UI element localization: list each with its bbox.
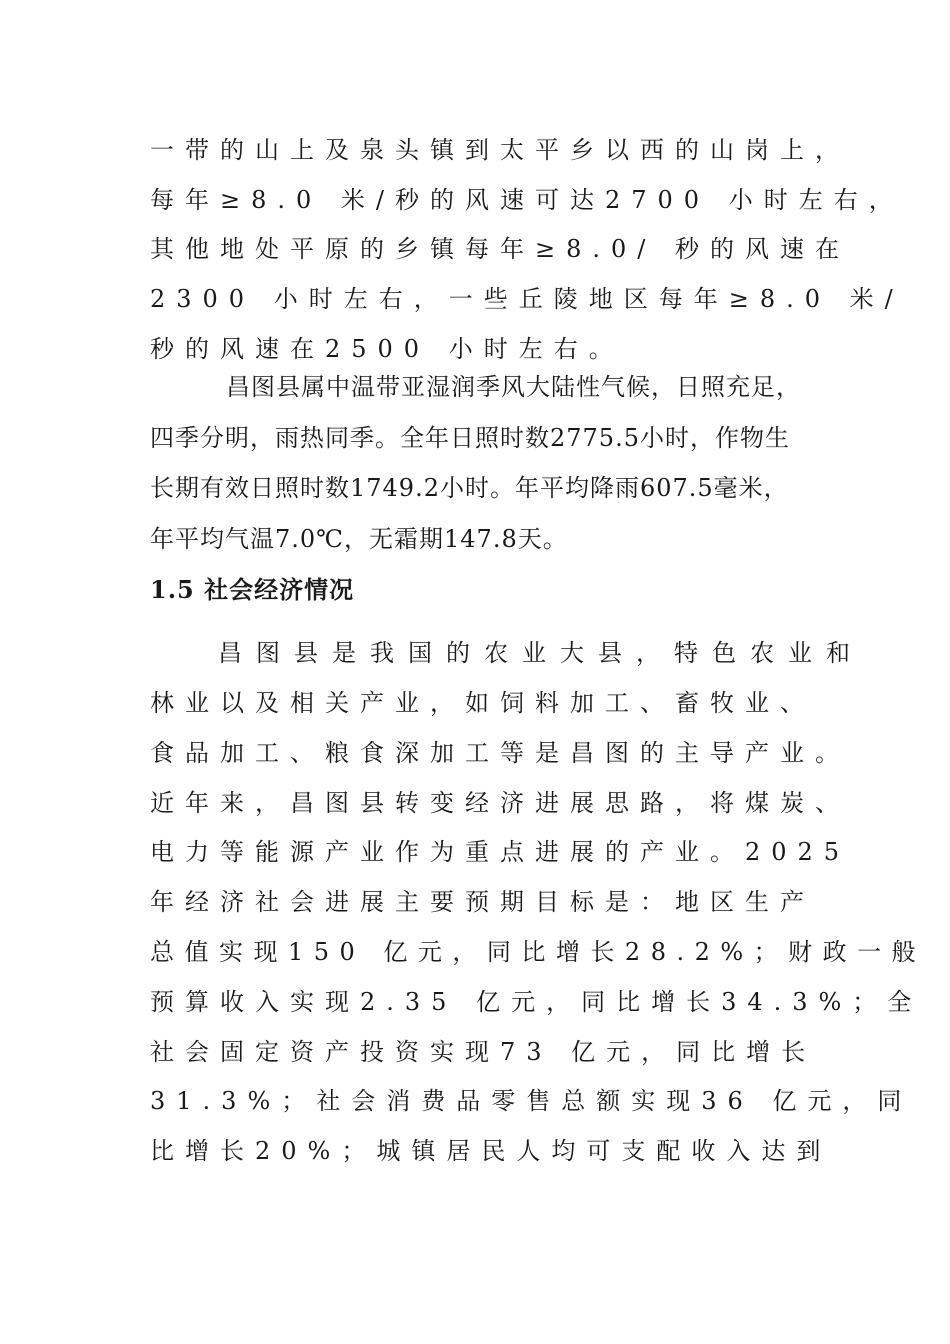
economy-text-line-3: 食品加工、粮食深加工等是昌图的主导产业。: [150, 739, 850, 767]
economy-text-line-10: 31.3%；社会消费品零售总额实现36 亿元，同: [150, 1087, 913, 1115]
wind-text-line-5: 秒的风速在2500 小时左右。: [150, 335, 624, 363]
economy-text-line-9: 社会固定资产投资实现73 亿元，同比增长: [150, 1038, 817, 1066]
economy-text-line-1: 昌图县是我国的农业大县，特色农业和: [218, 639, 864, 667]
economy-text-line-6: 年经济社会进展主要预期目标是：地区生产: [150, 888, 815, 916]
climate-text-line-2: 四季分明，雨热同季。全年日照时数2775.5小时，作物生: [150, 424, 790, 452]
economy-text-line-8: 预算收入实现2.35 亿元，同比增长34.3%；全: [150, 988, 923, 1016]
section-heading: 1.5 社会经济情况: [150, 575, 355, 604]
economy-text-line-5: 电力等能源产业作为重点进展的产业。2025: [150, 838, 851, 866]
wind-text-line-3: 其他地处平原的乡镇每年≥8.0/ 秒的风速在: [150, 235, 850, 263]
economy-text-line-4: 近年来，昌图县转变经济进展思路，将煤炭、: [150, 789, 850, 817]
wind-text-line-2: 每年≥8.0 米/秒的风速可达2700 小时左右，: [150, 186, 904, 214]
climate-text-line-4: 年平均气温7.0℃，无霜期147.8天。: [150, 525, 568, 553]
wind-text-line-4: 2300 小时左右，一些丘陵地区每年≥8.0 米/: [150, 285, 904, 313]
wind-text-line-1: 一带的山上及泉头镇到太平乡以西的山岗上，: [150, 136, 850, 164]
economy-text-line-2: 林业以及相关产业，如饲料加工、畜牧业、: [150, 689, 815, 717]
economy-text-line-11: 比增长20%；城镇居民人均可支配收入达到: [150, 1137, 832, 1165]
climate-text-line-1: 昌图县属中温带亚湿润季风大陆性气候，日照充足，: [226, 373, 801, 401]
economy-text-line-7: 总值实现150 亿元，同比增长28.2%；财政一般: [150, 938, 927, 966]
climate-text-line-3: 长期有效日照时数1749.2小时。年平均降雨607.5毫米，: [150, 474, 789, 502]
